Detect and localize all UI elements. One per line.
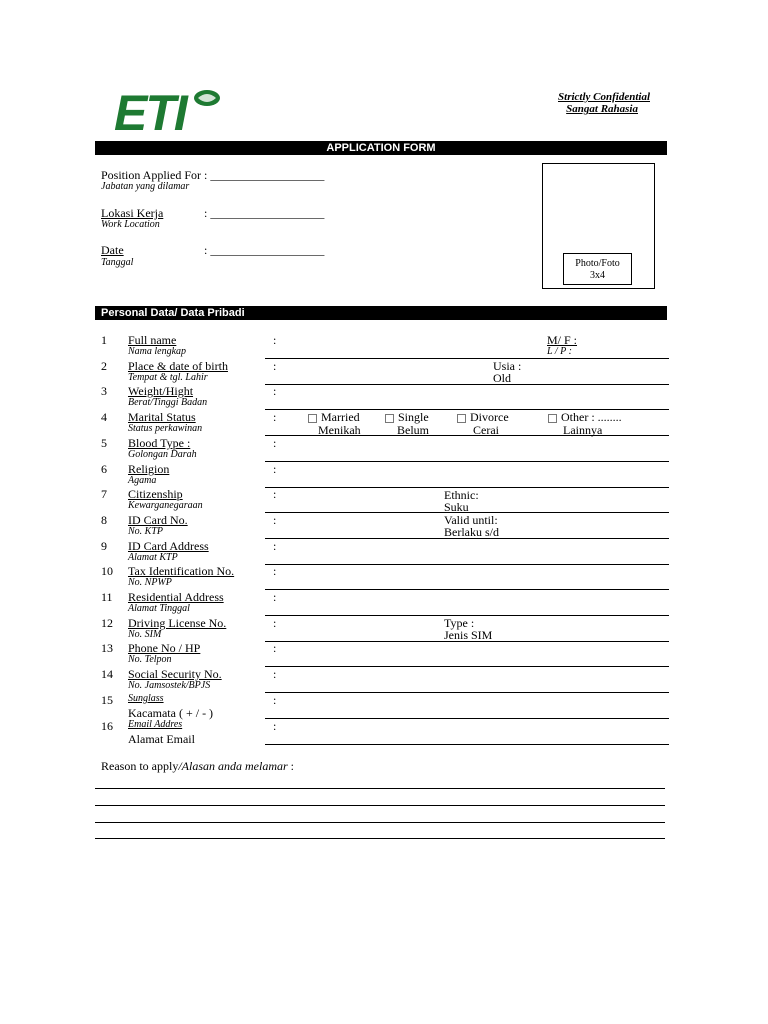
row-input-line[interactable] (265, 744, 669, 745)
marital-single-id: Belum (397, 423, 429, 437)
reason-line[interactable] (95, 838, 665, 839)
row-number: 5 (101, 436, 107, 450)
checkbox-icon (548, 414, 557, 423)
row-colon: : (273, 333, 277, 347)
row-label: ID Card No. (128, 513, 188, 527)
row-number: 16 (101, 719, 113, 733)
row-sublabel: Status perkawinan (128, 423, 203, 434)
row-number: 13 (101, 641, 113, 655)
marital-married-id: Menikah (318, 423, 361, 437)
row-input-line[interactable] (265, 461, 669, 462)
reason-label: Reason to apply/Alasan anda melamar : (101, 759, 295, 773)
date-sublabel: Tanggal (101, 257, 134, 268)
row-label: Marital Status (128, 410, 196, 424)
row-colon: : (273, 667, 277, 681)
row-label: Religion (128, 462, 170, 476)
row-input-line[interactable] (265, 384, 669, 385)
row-number: 2 (101, 359, 107, 373)
row-label: Email Addres (128, 719, 183, 730)
row-label: Full name (128, 333, 177, 347)
row-colon: : (273, 513, 277, 527)
row-colon: : (273, 564, 277, 578)
location-sublabel: Work Location (101, 219, 160, 230)
row-sublabel: No. Telpon (128, 654, 172, 665)
reason-line[interactable] (95, 805, 665, 806)
row-number: 14 (101, 667, 113, 681)
position-label: Position Applied For : ___________________ (101, 168, 325, 182)
marital-other-id: Lainnya (563, 423, 603, 437)
reason-line[interactable] (95, 822, 665, 823)
row-number: 1 (101, 333, 107, 347)
row-number: 11 (101, 590, 113, 604)
row-number: 4 (101, 410, 107, 424)
row-label: Place & date of birth (128, 359, 228, 373)
row-colon: : (273, 693, 277, 707)
sim-type-label: Type : (444, 616, 475, 630)
photo-label: Photo/Foto 3x4 (563, 253, 632, 285)
gender-label: M/ F : (547, 333, 578, 347)
row-input-line[interactable] (265, 589, 669, 590)
location-blank[interactable]: : ___________________ (204, 206, 325, 220)
row-colon: : (273, 616, 277, 630)
row-number: 8 (101, 513, 107, 527)
company-logo (112, 84, 224, 138)
ethnic-sublabel: Suku (444, 500, 469, 514)
row-label: Driving License No. (128, 616, 227, 630)
row-colon: : (273, 539, 277, 553)
row-colon: : (273, 436, 277, 450)
row-sublabel: No. SIM (128, 629, 162, 640)
valid-until-sublabel: Berlaku s/d (444, 525, 499, 539)
date-blank[interactable]: : ___________________ (204, 243, 325, 257)
row-sublabel: Berat/Tinggi Badan (128, 397, 208, 408)
age-label: Usia : (493, 359, 522, 373)
row-sublabel: Agama (128, 475, 157, 486)
ethnic-label: Ethnic: (444, 488, 479, 502)
row-number: 6 (101, 462, 107, 476)
row-sublabel: Kacamata ( + / - ) (128, 706, 214, 720)
confidential-en: Strictly Confidential (558, 91, 650, 103)
form-title-bar: APPLICATION FORM (95, 141, 667, 155)
marital-divorce-option[interactable]: Divorce (457, 410, 509, 425)
row-input-line[interactable] (265, 692, 669, 693)
row-label: Citizenship (128, 487, 183, 501)
confidential-id: Sangat Rahasia (566, 103, 638, 115)
row-sublabel: Tempat & tgl. Lahir (128, 372, 208, 383)
row-colon: : (273, 384, 277, 398)
position-sublabel: Jabatan yang dilamar (101, 181, 190, 192)
row-colon: : (273, 590, 277, 604)
row-sublabel: Alamat KTP (128, 552, 178, 563)
row-sublabel: No. KTP (128, 526, 164, 537)
gender-sublabel: L / P : (547, 346, 572, 357)
row-colon: : (273, 462, 277, 476)
checkbox-icon (385, 414, 394, 423)
row-sublabel: No. Jamsostek/BPJS (128, 680, 211, 691)
row-label: Phone No / HP (128, 641, 201, 655)
row-sublabel: No. NPWP (128, 577, 172, 588)
row-sublabel: Golongan Darah (128, 449, 197, 460)
marital-divorce-id: Cerai (473, 423, 499, 437)
row-colon: : (273, 719, 277, 733)
row-number: 10 (101, 564, 113, 578)
row-sublabel: Nama lengkap (128, 346, 187, 357)
row-sublabel: Kewarganegaraan (128, 500, 203, 511)
row-input-line[interactable] (265, 666, 669, 667)
sim-type-sublabel: Jenis SIM (444, 628, 493, 642)
row-sublabel: Alamat Tinggal (128, 603, 190, 614)
row-input-line[interactable] (265, 564, 669, 565)
marital-married-option[interactable]: Married (308, 410, 360, 425)
row-label: ID Card Address (128, 539, 209, 553)
row-label: Weight/Hight (128, 384, 194, 398)
row-number: 9 (101, 539, 107, 553)
personal-data-bar: Personal Data/ Data Pribadi (95, 306, 667, 320)
marital-single-option[interactable]: Single (385, 410, 429, 425)
row-input-line[interactable] (265, 718, 669, 719)
row-label: Social Security No. (128, 667, 222, 681)
checkbox-icon (308, 414, 317, 423)
checkbox-icon (457, 414, 466, 423)
row-colon: : (273, 359, 277, 373)
row-label: Tax Identification No. (128, 564, 235, 578)
row-label: Residential Address (128, 590, 224, 604)
marital-other-option[interactable]: Other : ........ (548, 410, 622, 425)
row-label: Sunglass (128, 693, 164, 704)
age-sublabel: Old (493, 371, 511, 385)
row-colon: : (273, 410, 277, 424)
row-number: 3 (101, 384, 107, 398)
reason-line[interactable] (95, 788, 665, 789)
row-input-line[interactable] (265, 358, 669, 359)
valid-until-label: Valid until: (444, 513, 498, 527)
row-label: Blood Type : (128, 436, 191, 450)
row-colon: : (273, 487, 277, 501)
location-label: Lokasi Kerja (101, 206, 164, 220)
date-label: Date (101, 243, 124, 257)
row-colon: : (273, 641, 277, 655)
row-number: 7 (101, 487, 107, 501)
row-sublabel: Alamat Email (128, 732, 195, 746)
svg-text:ETI: ETI (114, 85, 186, 138)
row-number: 15 (101, 693, 113, 707)
row-number: 12 (101, 616, 113, 630)
